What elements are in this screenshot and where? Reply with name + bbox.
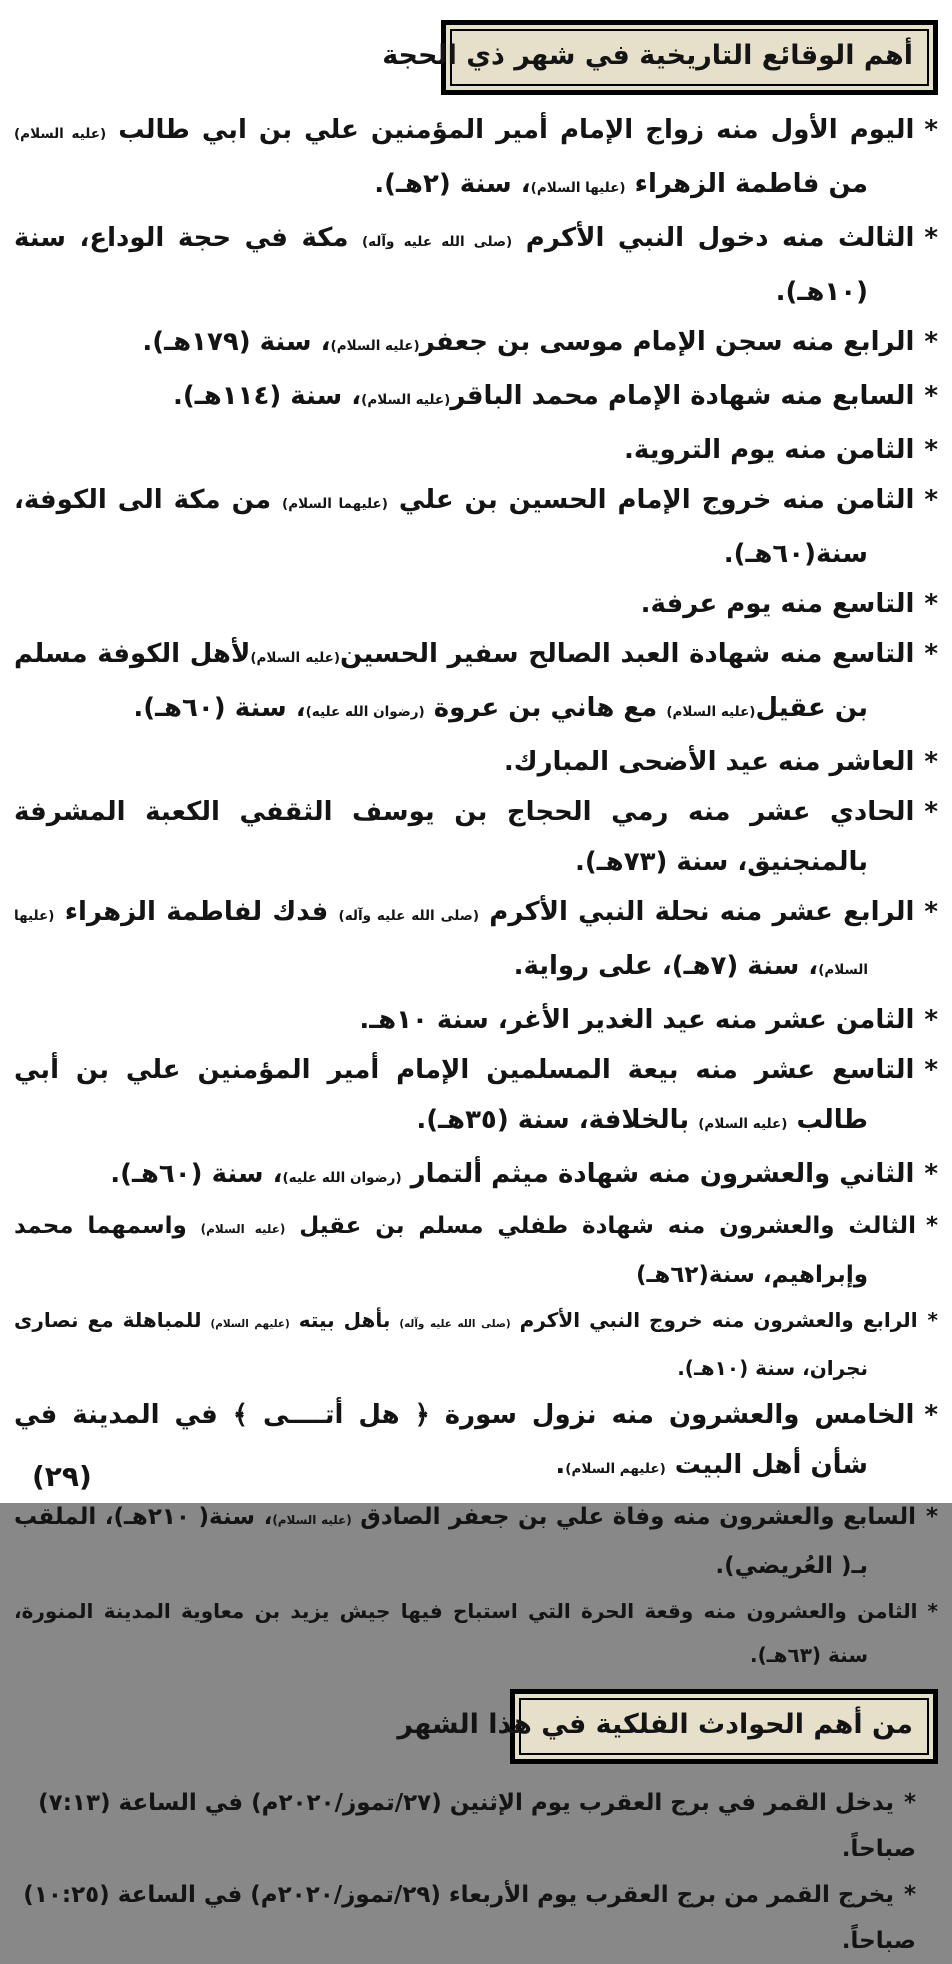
- honorific-mark: (عليه السلام): [666, 704, 756, 721]
- event-text: واسمهما محمد وإبراهيم، سنة(٦٢هـ): [14, 1213, 868, 1289]
- bullet-marker: *: [924, 897, 938, 928]
- bullet-marker: *: [925, 1213, 938, 1240]
- event-text: الثاني والعشرون منه شهادة ميثم ألتمار: [401, 1159, 915, 1190]
- event-text: الثامن منه خروج الإمام الحسين بن علي: [387, 485, 915, 516]
- event-text: السابع والعشرون منه وفاة علي بن جعفر الصادق: [351, 1504, 916, 1531]
- event-text: مكة في حجة الوداع، سنة (١٠هـ).: [14, 223, 868, 308]
- event-text: لأهل الكوفة مسلم بن عقيل: [14, 639, 868, 724]
- event-text: الثامن منه يوم التروية.: [624, 435, 915, 466]
- honorific-mark: (عليه السلام): [330, 338, 420, 355]
- bullet-marker: *: [924, 381, 938, 412]
- section-title-astronomical: من أهم الحوادث الفلكية في هذا الشهر: [397, 1709, 913, 1741]
- event-item: [14, 1494, 938, 1589]
- event-item: [14, 1298, 938, 1390]
- bullet-marker: *: [924, 115, 939, 146]
- event-text: ، سنة (٢هـ).: [374, 169, 531, 200]
- astronomical-events-list: [14, 1780, 938, 1964]
- bullet-marker: *: [903, 1882, 916, 1909]
- bullet-marker: *: [924, 589, 938, 620]
- event-text: السابع منه شهادة الإمام محمد الباقر: [450, 381, 915, 412]
- event-text: الثامن والعشرون منه وقعة الحرة التي استباح فيها جيش يزيد بن معاوية المدينة المنورة، سنة (٦٣هـ).: [14, 1599, 918, 1668]
- event-text: بالخلافة، سنة (٣٥هـ).: [416, 1105, 699, 1136]
- event-text: في المدينة في شأن أهل البيت: [14, 1400, 868, 1481]
- event-item: [14, 317, 938, 371]
- bullet-marker: *: [925, 1504, 939, 1531]
- event-item: [14, 425, 938, 475]
- event-text: ، سنة (١١٤هـ).: [173, 381, 362, 412]
- bullet-marker: *: [927, 1599, 938, 1624]
- event-text: التاسع عشر منه بيعة المسلمين الإمام أمير المؤمنين علي بن أبي طالب: [14, 1055, 915, 1136]
- event-text: من فاطمة الزهراء: [625, 169, 868, 200]
- event-text: الثالث منه دخول النبي الأكرم: [512, 223, 915, 254]
- bullet-marker: *: [903, 1790, 916, 1817]
- bullet-marker: *: [924, 485, 939, 516]
- event-text: يخرج القمر من برج العقرب يوم الأربعاء (٢٩/تموز/٢٠٢٠م) في الساعة (١٠:٢٥) صباحاً.: [23, 1882, 916, 1955]
- honorific-mark: (صلى الله عليه وآله): [399, 1318, 511, 1331]
- event-item: [14, 1589, 938, 1677]
- event-text: فدك لفاطمة الزهراء: [54, 897, 339, 928]
- honorific-mark: (صلى الله عليه وآله): [338, 908, 480, 925]
- historical-events-list: [14, 105, 938, 1677]
- honorific-mark: (رضوان الله عليه): [305, 704, 425, 721]
- bullet-marker: *: [924, 639, 938, 670]
- bullet-marker: *: [924, 797, 938, 828]
- bullet-marker: *: [924, 1400, 938, 1431]
- event-item: [14, 1872, 916, 1964]
- event-text: بأهل بيته: [289, 1308, 400, 1333]
- event-item: [14, 629, 938, 737]
- bullet-marker: *: [927, 1308, 939, 1333]
- bullet-marker: *: [924, 1159, 938, 1190]
- event-text: ، سنة (١٧٩هـ).: [142, 327, 331, 358]
- bullet-marker: *: [924, 435, 938, 466]
- event-text: التاسع منه شهادة العبد الصالح سفير الحسين: [340, 639, 915, 670]
- event-item: [14, 995, 938, 1045]
- event-text: التاسع منه يوم عرفة.: [640, 589, 915, 620]
- event-text: ، سنة( ٢١٠هـ)، الملقب بـ( العُريضي).: [14, 1504, 868, 1580]
- title-box-inner-frame: [382, 29, 929, 86]
- bullet-marker: *: [924, 747, 938, 778]
- section-astronomical-events: [14, 1689, 938, 1964]
- event-item: [14, 475, 938, 579]
- event-text: يدخل القمر في برج العقرب يوم الإثنين (٢٧/تموز/٢٠٢٠م) في الساعة (٧:١٣) صباحاً.: [38, 1790, 916, 1863]
- event-item: [14, 1045, 938, 1149]
- honorific-mark: (عليها السلام): [14, 908, 868, 979]
- honorific-mark: (عليهما السلام): [282, 496, 388, 513]
- honorific-mark: (عليه السلام): [14, 126, 107, 143]
- quran-verse: ﴿ هل أتــــى ﴾: [232, 1400, 430, 1431]
- event-text: الرابع منه سجن الإمام موسى بن جعفر: [419, 327, 915, 358]
- event-text: مع هاني بن عروة: [424, 693, 667, 724]
- event-item: [14, 887, 938, 995]
- bullet-marker: *: [924, 1005, 938, 1036]
- bullet-marker: *: [924, 1055, 938, 1086]
- event-text: اليوم الأول منه زواج الإمام أمير المؤمنين علي بن ابي طالب: [106, 115, 915, 146]
- title-box-historical: [382, 20, 938, 95]
- honorific-mark: (عليهم السلام): [565, 1461, 666, 1478]
- honorific-mark: (رضوان الله عليه): [282, 1170, 402, 1187]
- event-text: الثالث والعشرون منه شهادة طفلي مسلم بن عقيل: [285, 1213, 916, 1240]
- event-text: .: [555, 1450, 566, 1481]
- event-item: [14, 1390, 938, 1494]
- event-text: للمباهلة مع نصارى نجران، سنة (١٠هـ).: [14, 1308, 868, 1381]
- honorific-mark: (عليه السلام): [361, 392, 451, 409]
- event-item: [14, 1149, 938, 1203]
- honorific-mark: (عليه السلام): [200, 1222, 286, 1237]
- event-text: الحادي عشر منه رمي الحجاج بن يوسف الثقفي الكعبة المشرفة بالمنجنيق، سنة (٧٣هـ).: [14, 797, 915, 878]
- event-item: [14, 1203, 938, 1298]
- event-item: [14, 371, 938, 425]
- event-text: الرابع عشر منه نحلة النبي الأكرم: [479, 897, 915, 928]
- event-item: [14, 579, 938, 629]
- event-item: [14, 213, 938, 317]
- honorific-mark: (عليهم السلام): [210, 1318, 290, 1331]
- event-item: [14, 105, 938, 213]
- event-text: ، سنة (٧هـ)، على رواية.: [513, 951, 819, 982]
- honorific-mark: (عليه السلام): [698, 1116, 788, 1133]
- event-item: [14, 1780, 916, 1872]
- event-text: من مكة الى الكوفة، سنة(٦٠هـ).: [14, 485, 868, 570]
- event-text: الخامس والعشرون منه نزول سورة: [429, 1400, 915, 1431]
- section-historical-events: [14, 20, 938, 1677]
- event-text: الثامن عشر منه عيد الغدير الأغر، سنة ١٠هـ.: [359, 1005, 915, 1036]
- honorific-mark: (عليه السلام): [272, 1513, 352, 1528]
- event-text: ، سنة (٦٠هـ).: [110, 1159, 283, 1190]
- bullet-marker: *: [924, 327, 938, 358]
- page-number: (٢٩): [32, 1460, 92, 1493]
- honorific-mark: (صلى الله عليه وآله): [361, 234, 513, 251]
- event-item: [14, 737, 938, 787]
- event-text: ، سنة (٦٠هـ).: [133, 693, 306, 724]
- event-text: العاشر منه عيد الأضحى المبارك.: [503, 747, 915, 778]
- bullet-marker: *: [924, 223, 938, 254]
- event-item: [14, 787, 938, 887]
- title-box-inner-frame: [397, 1698, 929, 1755]
- honorific-mark: (عليه السلام): [250, 650, 341, 667]
- event-text: الرابع والعشرون منه خروج النبي الأكرم: [510, 1308, 918, 1333]
- honorific-mark: (عليها السلام): [530, 180, 626, 197]
- title-box-astronomical: [397, 1689, 938, 1764]
- section-title-historical: أهم الوقائع التاريخية في شهر ذي الحجة: [382, 40, 913, 71]
